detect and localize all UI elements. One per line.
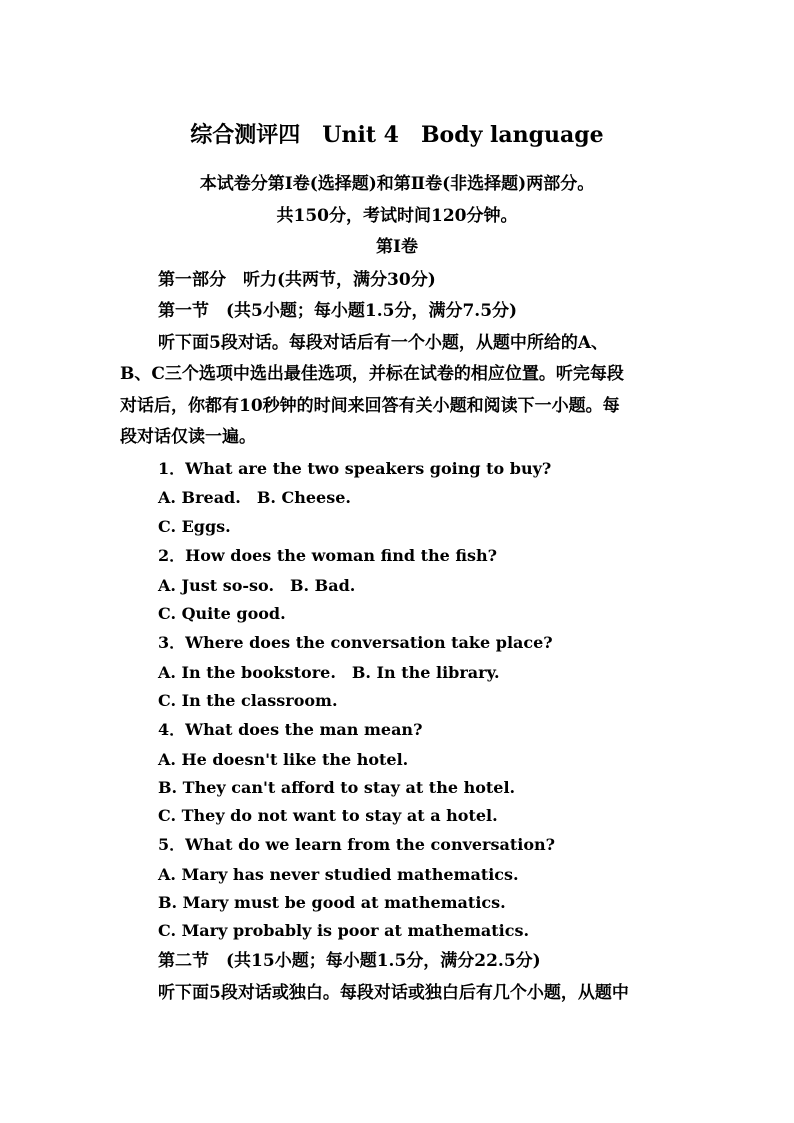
page-title: 综合测评四 Unit 4 Body language bbox=[190, 122, 604, 148]
question-options: C. Quite good. bbox=[158, 604, 286, 623]
volume-heading: 第Ⅰ卷 bbox=[376, 237, 418, 257]
question-options: B. They can't afford to stay at the hotel. bbox=[158, 778, 516, 797]
intro-line-2: 共150分，考试时间120分钟。 bbox=[276, 206, 518, 226]
question-options: C. Mary probably is poor at mathematics. bbox=[158, 921, 530, 940]
section1-instruction-line: 对话后，你都有10秒钟的时间来回答有关小题和阅读下一小题。每 bbox=[120, 396, 620, 416]
intro-line-1: 本试卷分第Ⅰ卷(选择题)和第Ⅱ卷(非选择题)两部分。 bbox=[199, 174, 595, 194]
question-stem: 5．What do we learn from the conversation? bbox=[158, 835, 556, 854]
question-options: A. Mary has never studied mathematics. bbox=[158, 865, 519, 884]
question-options: C. Eggs. bbox=[158, 517, 231, 536]
question-options: A. Just so-so. B. Bad. bbox=[158, 576, 356, 595]
question-stem: 1．What are the two speakers going to buy? bbox=[158, 459, 552, 478]
question-stem: 2．How does the woman find the fish? bbox=[158, 546, 498, 565]
question-options: B. Mary must be good at mathematics. bbox=[158, 893, 506, 912]
question-options: A. Bread. B. Cheese. bbox=[158, 488, 351, 507]
question-options: A. In the bookstore. B. In the library. bbox=[158, 663, 500, 682]
section1-heading: 第一节 (共5小题；每小题1.5分，满分7.5分) bbox=[158, 301, 518, 321]
section1-instruction-line: B、C三个选项中选出最佳选项，并标在试卷的相应位置。听完每段 bbox=[120, 364, 624, 384]
question-options: A. He doesn't like the hotel. bbox=[158, 750, 409, 769]
question-options: C. They do not want to stay at a hotel. bbox=[158, 806, 498, 825]
section1-instruction-line: 段对话仅读一遍。 bbox=[120, 427, 256, 447]
part1-heading: 第一部分 听力(共两节，满分30分) bbox=[158, 270, 436, 290]
question-stem: 4．What does the man mean? bbox=[158, 720, 423, 739]
question-stem: 3．Where does the conversation take place? bbox=[158, 633, 553, 652]
question-options: C. In the classroom. bbox=[158, 691, 338, 710]
section2-heading: 第二节 (共15小题；每小题1.5分，满分22.5分) bbox=[158, 951, 541, 971]
section2-instruction-line: 听下面5段对话或独白。每段对话或独白后有几个小题，从题中 bbox=[158, 983, 629, 1003]
section1-instruction-line: 听下面5段对话。每段对话后有一个小题，从题中所给的A、 bbox=[158, 333, 609, 353]
